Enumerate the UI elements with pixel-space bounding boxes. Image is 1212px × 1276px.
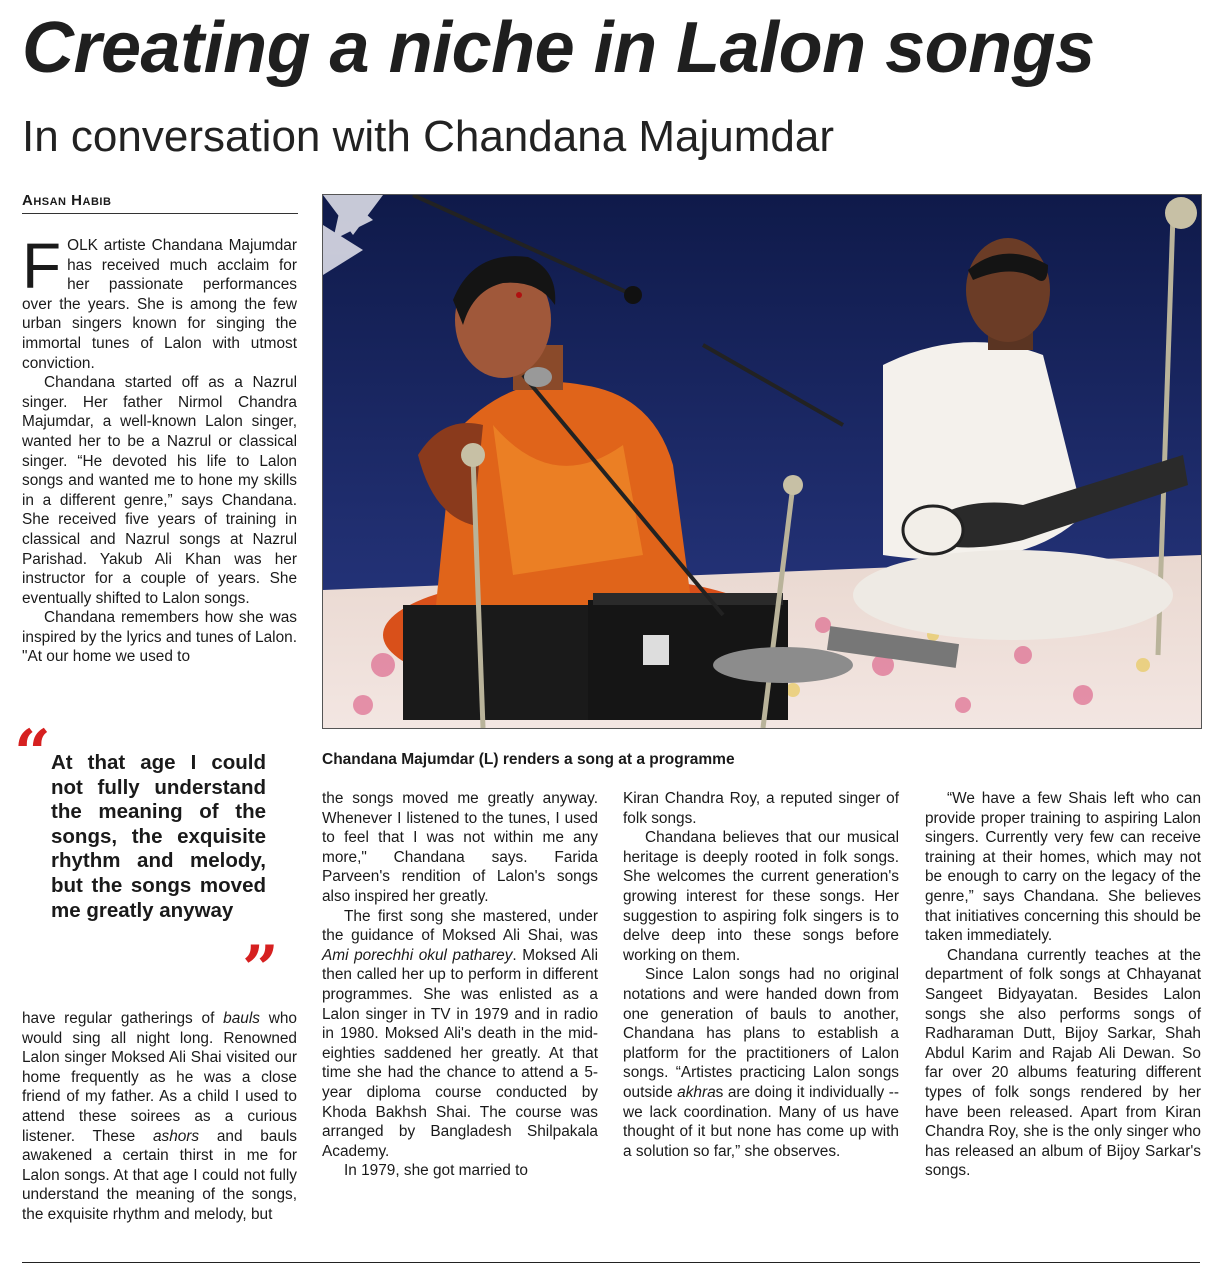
paragraph-1: FOLK artiste Chandana Majumdar has received much acclaim for her passionate performances over the years. She is among the few urban singers known for singing the immortal tunes of Lalon with utmost conviction. <box>22 230 297 372</box>
open-quote-icon: “ <box>14 716 51 791</box>
article-column-2 <box>322 789 598 1181</box>
paragraph-3: Chandana remembers how she was inspired by the lyrics and tunes of Lalon. "At our home we used to <box>22 609 297 666</box>
subheadline: In conversation with Chandana Majumdar <box>22 112 835 161</box>
close-quote-icon: ” <box>242 932 279 1007</box>
article-column-3 <box>623 789 899 1161</box>
paragraph: Since Lalon songs had no original notations and were handed down from one generation of bauls to another, Chandana has plans to establish a platform for the practitioners of Lalon songs. “Artistes practicing Lalon songs outside akhras are doing it individually -- we lack coordination. Many of us have thought of it but none has come up with a solution so far,” she observes. <box>623 966 899 1160</box>
paragraph: Chandana believes that our musical heritage is deeply rooted in folk songs. She welcomes the current generation's growing interest for these songs. Her suggestion to aspiring folk singers is to delve deep into these songs before working on them. <box>623 829 899 964</box>
paragraph: the songs moved me greatly anyway. Whenever I listened to the tunes, I used to feel that I was not within me any more," Chandana says. Farida Parveen's rendition of Lalon's songs also inspired her greatly. <box>322 790 598 905</box>
headline: Creating a niche in Lalon songs <box>22 8 1095 88</box>
byline: Ahsan Habib <box>22 192 298 214</box>
paragraph: Kiran Chandra Roy, a reputed singer of folk songs. <box>623 790 899 827</box>
article-column-4 <box>925 789 1201 1181</box>
article-column-1-continued <box>22 1009 297 1225</box>
pull-quote: At that age I could not fully understand the meaning of the songs, the exquisite rhythm and melody, but the songs moved me greatly anyway <box>51 751 266 922</box>
paragraph: Chandana currently teaches at the department of folk songs at Chhayanat Sangeet Bidyayatan. Besides Lalon songs she also performs songs of Radharaman Dutt, Bijoy Sarkar, Shah Abdul Karim and Rajab Ali Dewan. So far over 20 albums featuring different types of folk songs rendered by her have been released. Apart from Kiran Chandra Roy, she is the only singer who has released an album of Bijoy Sarkar's songs. <box>925 946 1201 1180</box>
photo-caption: Chandana Majumdar (L) renders a song at a programme <box>322 751 735 768</box>
drop-cap: F <box>22 230 62 302</box>
performance-photo <box>322 194 1202 729</box>
paragraph: In 1979, she got married to <box>344 1162 528 1180</box>
paragraph: “We have a few Shais left who can provide proper training to aspiring Lalon singers. Currently very few can receive training at their homes, which may not be enough to carry on the legacy of the genre,” says Chandana. She believes that initiatives concerning this should be taken immediately. <box>925 790 1201 945</box>
paragraph-2: Chandana started off as a Nazrul singer. Her father Nirmol Chandra Majumdar, a well-known Lalon singer, wanted her to be a Nazrul or classical singer. “He devoted his life to Lalon songs and wanted me to hone my skills in a different genre,” says Chandana. She received five years of training in classical and Nazrul songs at Nazrul Parishad. Yakub Ali Khan was her instructor for a couple of years. She eventually shifted to Lalon songs. <box>22 374 297 607</box>
paragraph: The first song she mastered, under the guidance of Moksed Ali Shai, was Ami porechhi okul patharey. Moksed Ali then called her up to perform in different programmes. She was enlisted as a Lalon singer in TV in 1979 and in radio in 1980. Moksed Ali's death in the mid-eighties saddened her greatly. At that time she had the chance to attend a 5-year diploma course conducted by Khoda Bakhsh Shai. The course was arranged by Bangladesh Shilpakala Academy. <box>322 907 599 1160</box>
paragraph-continued: have regular gatherings of bauls who would sing all night long. Renowned Lalon singer Moksed Ali Shai visited our home frequently as he was a close friend of my father. As a child I used to attend these soirees as a curious listener. These ashors and bauls awakened a certain thirst in me for Lalon songs. At that age I could not fully understand the meaning of the songs, the exquisite rhythm and melody, but <box>22 1010 298 1223</box>
bottom-rule <box>22 1262 1200 1263</box>
article-column-1 <box>22 230 297 667</box>
